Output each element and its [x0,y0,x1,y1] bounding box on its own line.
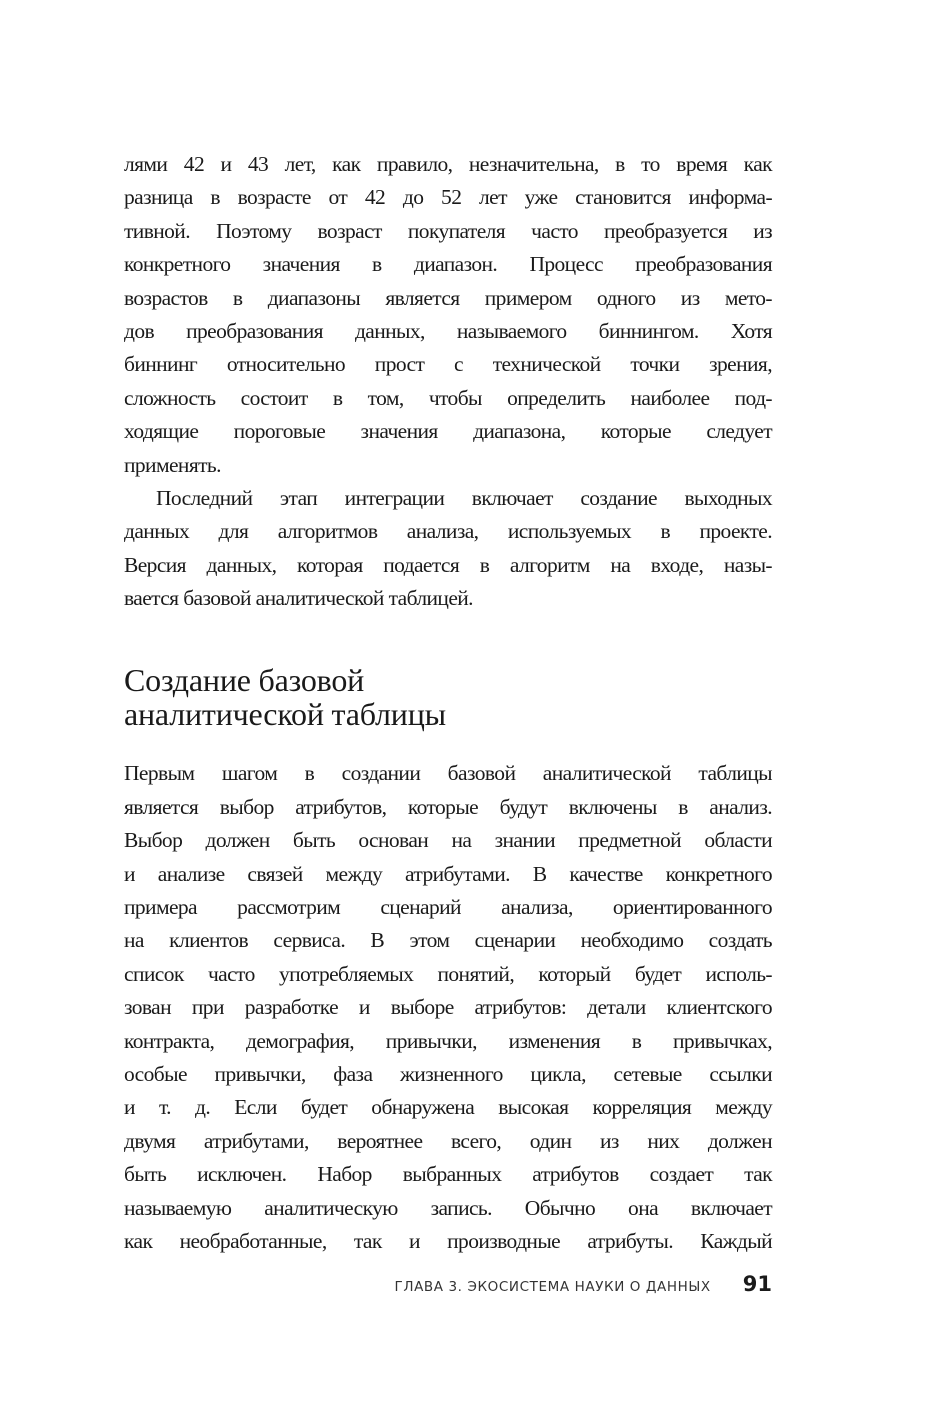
text-line: конкретного значения в диапазон. Процесс преобразования [124,252,772,277]
paragraph-integration [124,482,772,616]
text-line: лями 42 и 43 лет, как правило, незначительна, в то время как [124,152,772,176]
text-line: на клиентов сервиса. В этом сценарии необходимо создать [124,928,772,953]
text-line: Версия данных, которая подается в алгоритм на входе, назы- [124,552,772,577]
text-line: тивной. Поэтому возраст покупателя часто преобразуется из [124,218,772,243]
text-line: и т. д. Если будет обнаружена высокая корреляция между [124,1095,772,1120]
text-line: дов преобразования данных, называемого биннингом. Хотя [124,318,772,343]
text-line: разница в возрасте от 42 до 52 лет уже становится информа- [124,185,772,210]
text-line: особые привычки, фаза жизненного цикла, сетевые ссылки [124,1061,772,1086]
text-line: Выбор должен быть основан на знании предметной области [124,828,772,853]
text-line: применять. [124,452,221,477]
text-line: быть исключен. Набор выбранных атрибутов создает так [124,1162,772,1187]
text-line: данных для алгоритмов анализа, используемых в проекте. [124,519,772,544]
text-line: зован при разработке и выборе атрибутов: детали клиентского [124,995,772,1020]
text-line: как необработанные, так и производные атрибуты. Каждый [124,1228,772,1253]
section-heading-line: аналитической таблицы [124,696,446,733]
text-line: биннинг относительно прост с технической точки зрения, [124,352,772,377]
page-footer [124,1272,772,1296]
text-line: ходящие пороговые значения диапазона, которые следует [124,419,772,444]
text-line: двумя атрибутами, вероятнее всего, один из них должен [124,1128,772,1153]
text-line: Последний этап интеграции включает создание выходных [156,485,772,510]
text-line: возрастов в диапазоны является примером одного из мето- [124,285,772,310]
section-heading-line: Создание базовой [124,662,365,699]
page-content [124,148,772,1258]
running-head: ГЛАВА 3. ЭКОСИСТЕМА НАУКИ О ДАННЫХ [394,1279,711,1295]
text-line: контракта, демография, привычки, изменения в привычках, [124,1028,772,1053]
text-line: вается базовой аналитической таблицей. [124,586,473,611]
text-line: примера рассмотрим сценарий анализа, ориентированного [124,895,772,920]
paragraph-binning [124,148,772,482]
section-heading [124,663,772,731]
text-line: Первым шагом в создании базовой аналитической таблицы [124,761,772,786]
text-line: и анализе связей между атрибутами. В качестве конкретного [124,861,772,886]
text-line: список часто употребляемых понятий, который будет исполь- [124,961,772,986]
paragraph-attributes [124,757,772,1258]
text-line: является выбор атрибутов, которые будут включены в анализ. [124,794,772,819]
text-line: сложность состоит в том, чтобы определить наиболее под- [124,385,772,410]
section-spacer [124,615,772,663]
page-number: 91 [742,1272,772,1296]
text-line: называемую аналитическую запись. Обычно она включает [124,1195,772,1220]
